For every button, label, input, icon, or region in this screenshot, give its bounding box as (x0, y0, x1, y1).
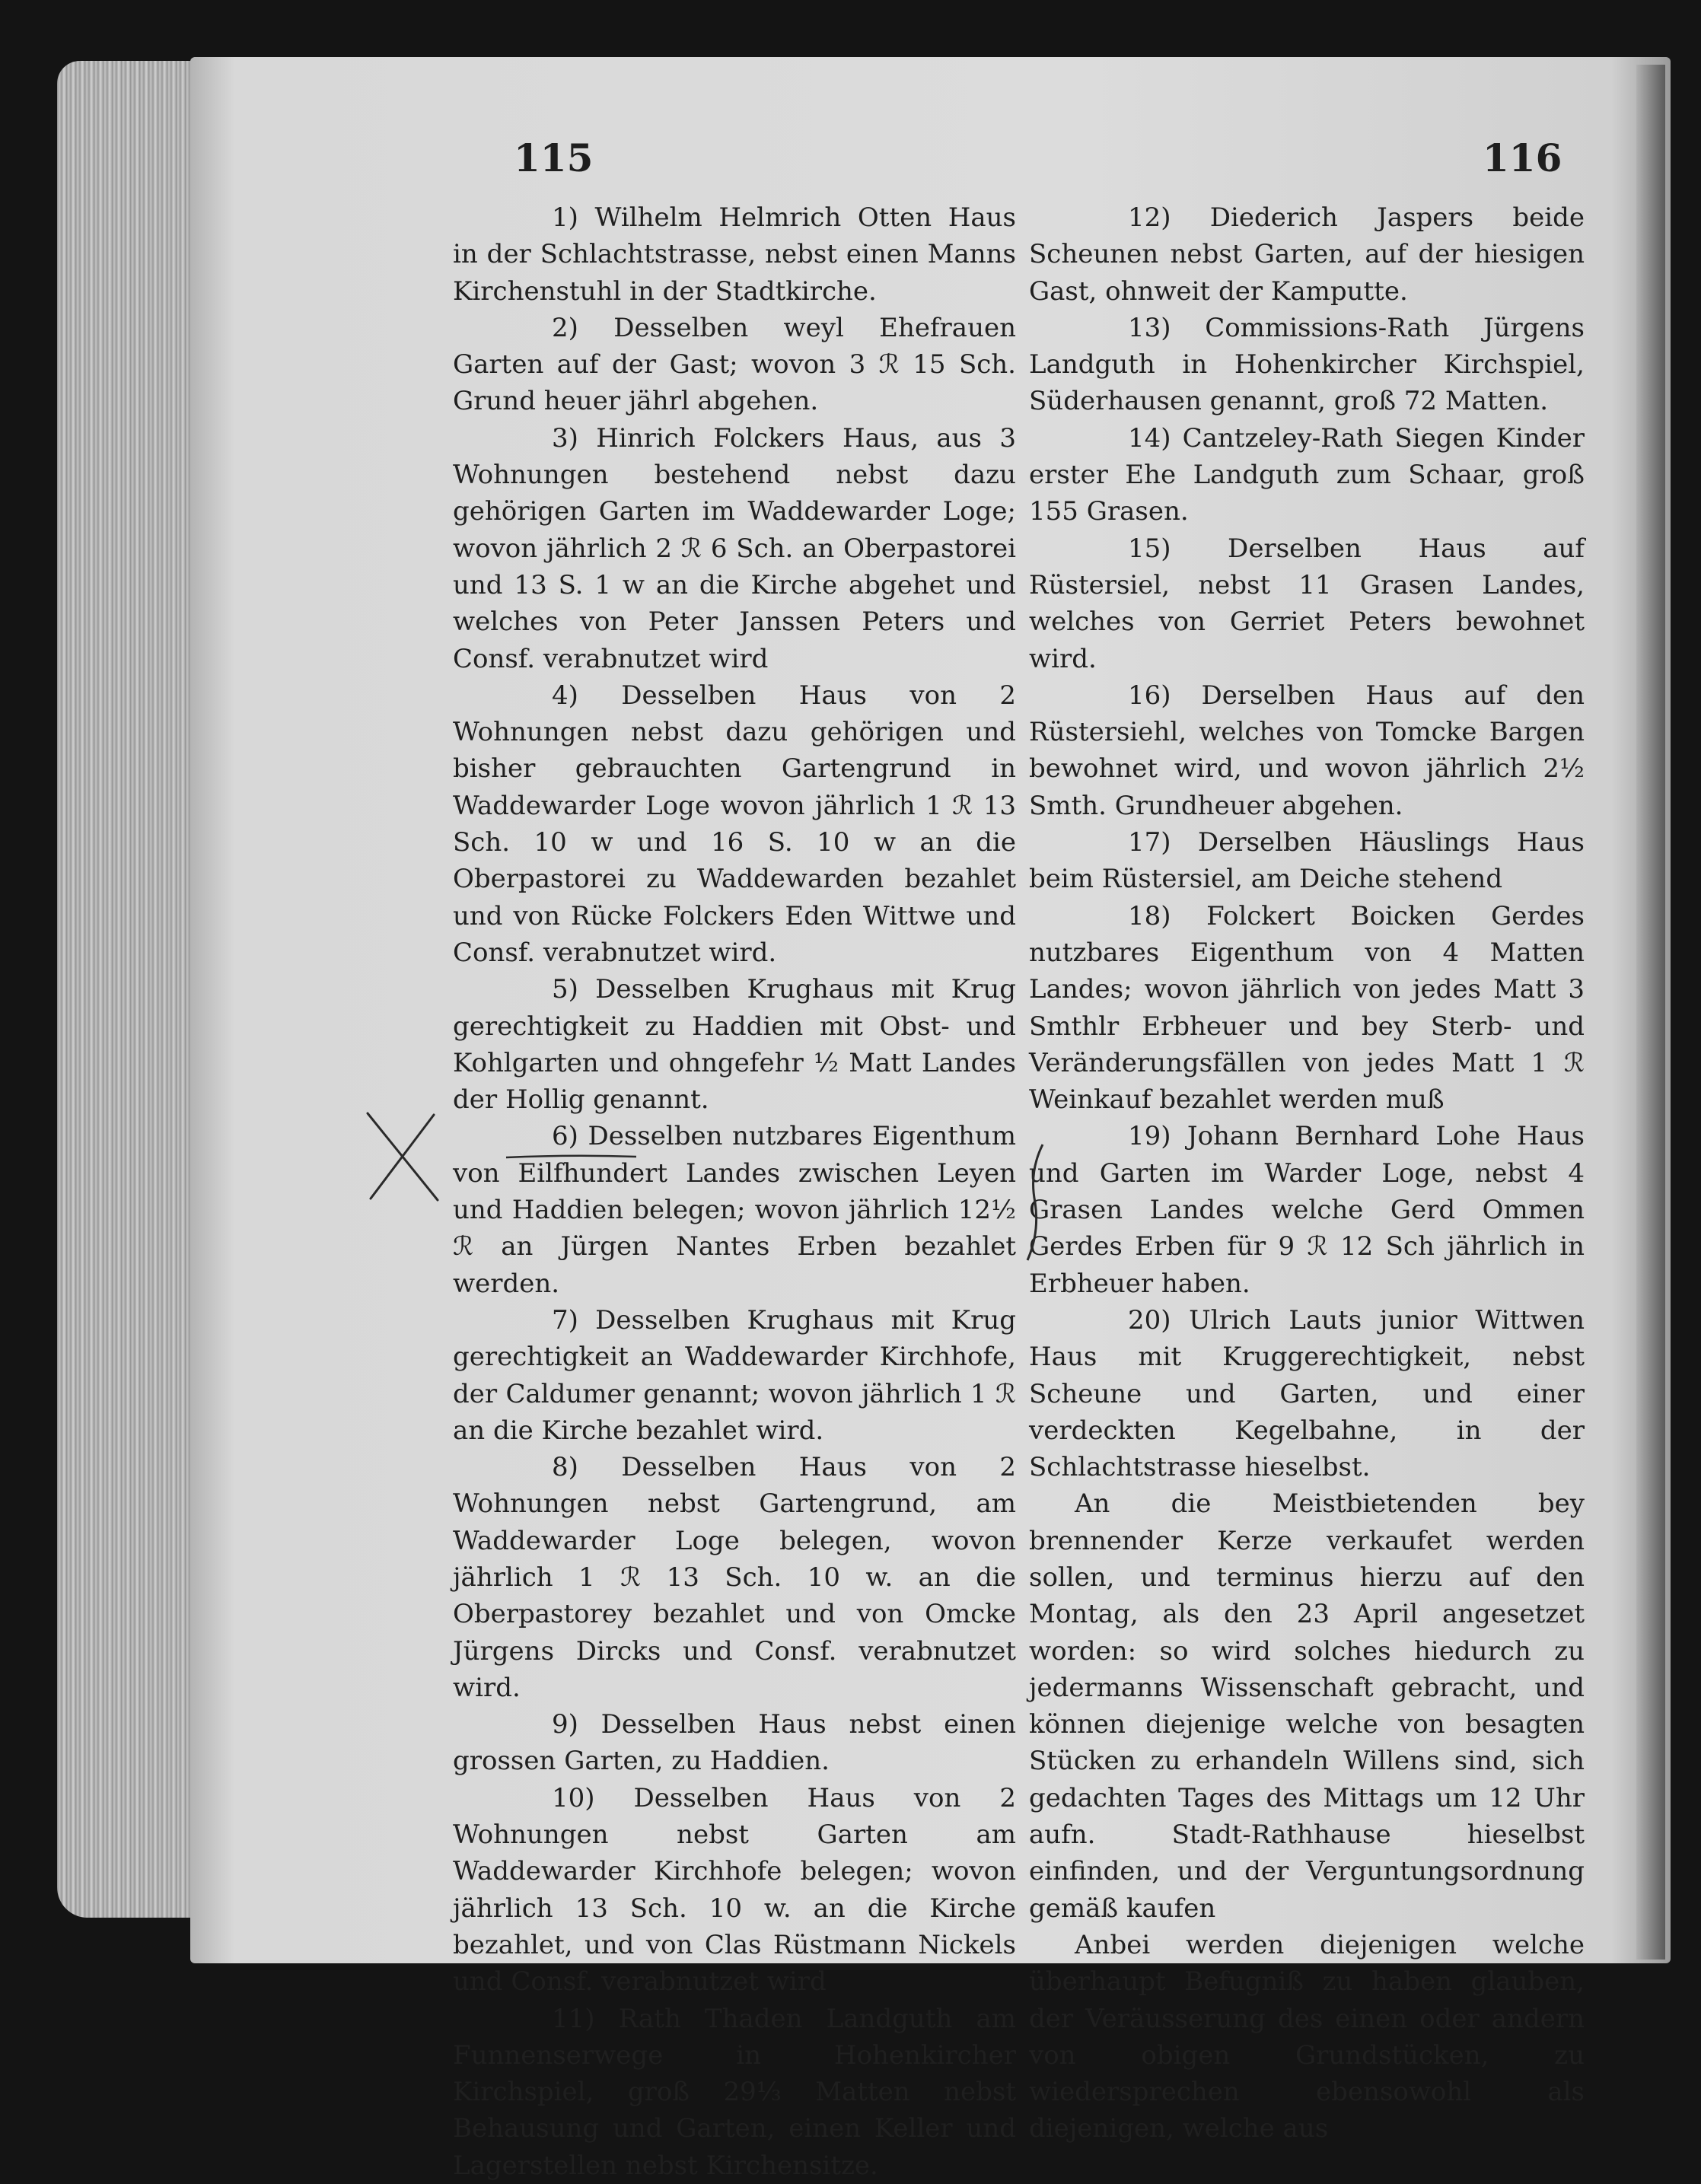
entry-18: 18) Folckert Boicken Gerdes nutzbares Eigenthum von 4 Matten Landes; wovon jährlich von jedes Matt 3 Smthlr Erbheuer und bey Sterb- und Veränderungsfällen von jedes Matt 1 ℛ Weinkauf bezahlet werden muß (1029, 900, 1585, 1116)
entry-12: 12) Diederich Jaspers beide Scheunen nebst Garten, auf der hiesigen Gast, ohnweit der Kamputte. (1029, 202, 1585, 307)
right-page-column (1029, 199, 1585, 2147)
entry-13: 13) Commissions-Rath Jürgens Landguth in Hohenkircher Kirchspiel, Süderhausen genannt, groß 72 Matten. (1029, 312, 1585, 417)
entry-16: 16) Derselben Haus auf den Rüstersiehl, welches von Tomcke Bargen bewohnet wird, und wovon jährlich 2½ Smth. Grundheuer abgehen. (1029, 680, 1585, 821)
page-number-right: 116 (1483, 135, 1562, 180)
entry-20: 20) Ulrich Lauts junior Wittwen Haus mit Kruggerechtigkeit, nebst Scheune und Garten, und einer verdeckten Kegelbahne, in der Schlachtstrasse hieselbst. (1029, 1304, 1585, 1483)
entry-4: 4) Desselben Haus von 2 Wohnungen nebst dazu gehörigen und bisher gebrauchten Gartengrund in Waddewarder Loge wovon jährlich 1 ℛ 13 Sch. 10 w und 16 S. 10 w an die Oberpastorei zu Waddewarden bezahlet und von Rücke Folckers Eden Wittwe und Consf. verabnutzet wird. (453, 680, 1016, 968)
handwritten-bracket-mark (1020, 1141, 1066, 1263)
entry-9: 9) Desselben Haus nebst einen grossen Garten, zu Haddien. (453, 1709, 1016, 1777)
entry-3: 3) Hinrich Folckers Haus, aus 3 Wohnungen bestehend nebst dazu gehörigen Garten im Waddewarder Loge; wovon jährlich 2 ℛ 6 Sch. an Oberpastorei und 13 S. 1 w an die Kirche abgehet und welches von Peter Janssen Peters und Consf. verabnutzet wird (453, 422, 1016, 674)
entry-17: 17) Derselben Häuslings Haus beim Rüstersiel, am Deiche stehend (1029, 827, 1585, 895)
entry-15: 15) Derselben Haus auf Rüstersiel, nebst 11 Grasen Landes, welches von Gerriet Peters bewohnet wird. (1029, 533, 1585, 674)
entry-8: 8) Desselben Haus von 2 Wohnungen nebst Gartengrund, am Waddewarder Loge belegen, wovon jährlich 1 ℛ 13 Sch. 10 w. an die Oberpastorey bezahlet und von Omcke Jürgens Dircks und Consf. verabnutzet wird. (453, 1452, 1016, 1703)
page-number-left: 115 (514, 135, 594, 180)
entry-14: 14) Cantzeley-Rath Siegen Kinder erster Ehe Landguth zum Schaar, groß 155 Grasen. (1029, 422, 1585, 527)
entry-1: 1) Wilhelm Helmrich Otten Haus in der Schlachtstrasse, nebst einen Manns Kirchenstuhl in der Stadtkirche. (453, 202, 1016, 307)
entry-19: 19) Johann Bernhard Lohe Haus und Garten im Warder Loge, nebst 4 Grasen Landes welche Gerd Ommen Gerdes Erben für 9 ℛ 12 Sch jährlich in Erbheuer haben. (1029, 1121, 1585, 1299)
entry-7: 7) Desselben Krughaus mit Krug gerechtigkeit an Waddewarder Kirchhofe, der Caldumer genannt; wovon jährlich 1 ℛ an die Kirche bezahlet wird. (453, 1304, 1016, 1446)
book-gutter (1636, 65, 1665, 1960)
handwritten-x-mark (362, 1107, 445, 1206)
handwritten-underline (505, 1154, 638, 1160)
entry-2: 2) Desselben weyl Ehefrauen Garten auf der Gast; wovon 3 ℛ 15 Sch. Grund heuer jährl abgehen. (453, 312, 1016, 417)
objection-paragraph: Anbei werden diejenigen welche überhaupt Befugniß zu haben glauben, der Veräusserung des einen oder andern von obigen Grundstücken, zu wiedersprechen ebensowohl als diejenigen, welche aus (1029, 1929, 1585, 2144)
entry-11: 11) Rath Thaden Landguth am Funnenserwege in Hohenkircher Kirchspiel, groß 29⅓ Matten nebst Behausung und Garten, einen Keller und Lagerstellen nebst Kirchensitze. (453, 2003, 1016, 2181)
entry-10: 10) Desselben Haus von 2 Wohnungen nebst Garten am Waddewarder Kirchhofe belegen; wovon jährlich 13 Sch. 10 w. an die Kirche bezahlet, und von Clas Rüstmann Nickels und Consf. verabnutzet wird (453, 1782, 1016, 1998)
auction-paragraph: An die Meistbietenden bey brennender Kerze verkaufet werden sollen, und terminus hierzu auf den Montag, als den 23 April angesetzet worden: so wird solches hiedurch zu jedermanns Wissenschaft gebracht, und können diejenige welche von besagten Stücken zu erhandeln Willens sind, sich gedachten Tages des Mittags um 12 Uhr aufn. Stadt-Rathhause hieselbst einfinden, und der Verguntungsordnung gemäß kaufen (1029, 1488, 1585, 1924)
left-page-column (453, 199, 1016, 2184)
entry-6: 6) Desselben nutzbares Eigenthum von Eilfhundert Landes zwischen Leyen und Haddien belegen; wovon jährlich 12½ ℛ an Jürgen Nantes Erben bezahlet werden. (453, 1121, 1016, 1299)
entry-5: 5) Desselben Krughaus mit Krug gerechtigkeit zu Haddien mit Obst- und Kohlgarten und ohngefehr ½ Matt Landes der Hollig genannt. (453, 974, 1016, 1116)
